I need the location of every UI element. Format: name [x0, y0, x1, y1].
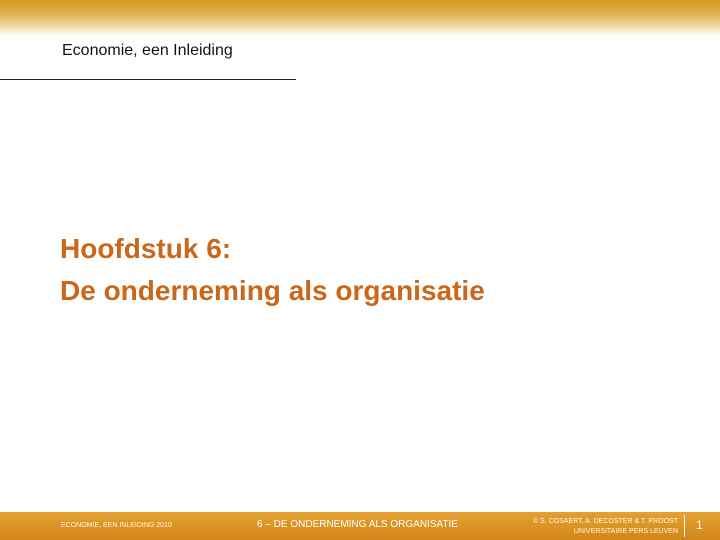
footer-copyright-authors: © S. COSAERT, A. DECOSTER & T. PROOST — [533, 518, 678, 525]
slide-title — [60, 228, 485, 312]
slide-title-line-1: Hoofdstuk 6: — [60, 233, 232, 264]
header-divider — [0, 79, 296, 80]
footer-copyright-publisher: UNIVERSITAIRE PERS LEUVEN — [573, 528, 678, 535]
page-number: 1 — [696, 518, 703, 532]
footer-copyright — [528, 517, 678, 537]
footer-chapter-label: 6 – DE ONDERNEMING ALS ORGANISATIE — [257, 519, 458, 530]
top-gradient-band — [0, 0, 720, 36]
slide-title-line-2: De onderneming als organisatie — [60, 275, 485, 306]
footer-divider — [684, 515, 685, 537]
header-title: Economie, een Inleiding — [62, 42, 233, 59]
footer-course-label: ECONOMIE, EEN INLEIDING 2010 — [61, 522, 172, 529]
